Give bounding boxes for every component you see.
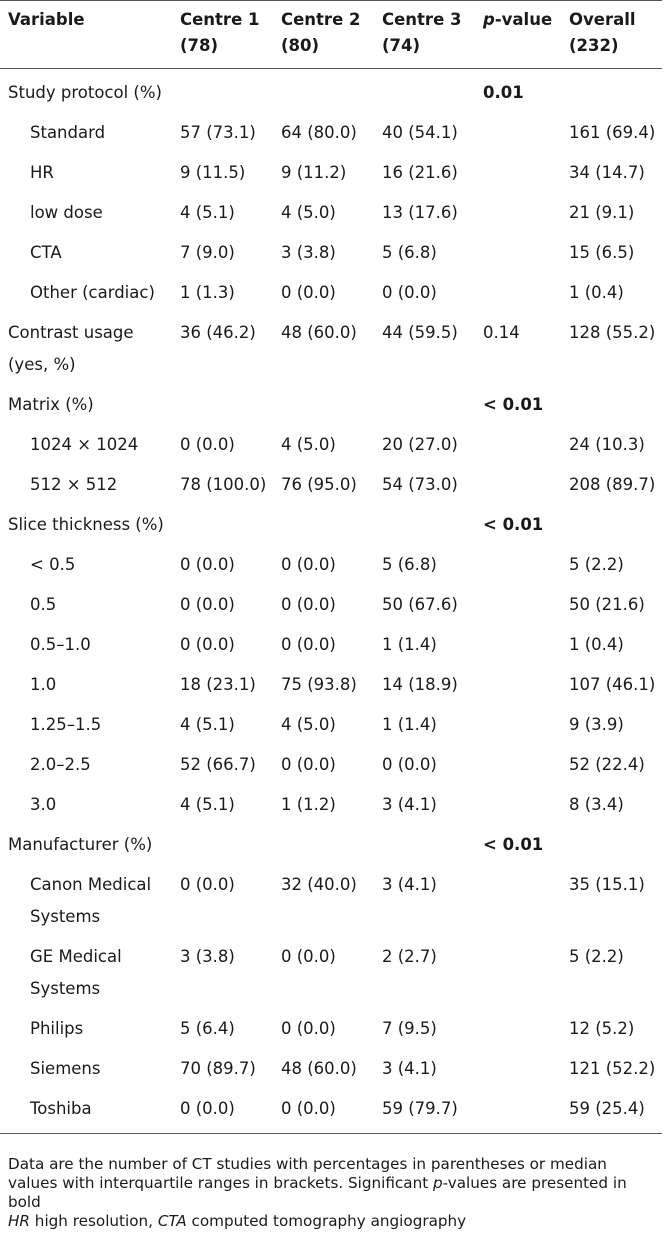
cell-centre3: 1 (1.4) — [382, 635, 437, 654]
cell-centre2: 32 (40.0) — [281, 875, 357, 894]
table-row — [0, 389, 662, 429]
table-row — [0, 629, 662, 669]
cell-pvalue — [475, 1013, 561, 1053]
cell-centre1: 70 (89.7) — [180, 1059, 256, 1078]
cell-pvalue — [475, 669, 561, 709]
header-centre1: Centre 1 (78) — [172, 1, 273, 69]
cell-overall: 107 (46.1) — [569, 675, 656, 694]
table-row — [0, 317, 662, 389]
cell-pvalue — [475, 197, 561, 237]
cell-centre1: 0 (0.0) — [180, 555, 235, 574]
cell-centre1 — [172, 389, 273, 429]
cell-centre2 — [273, 389, 374, 429]
row-label: Canon Medical Systems — [30, 875, 152, 926]
row-label: 3.0 — [30, 795, 57, 814]
cell-centre2 — [273, 829, 374, 869]
row-label: Other (cardiac) — [30, 283, 155, 302]
table-row — [0, 1013, 662, 1053]
header-centre2: Centre 2 (80) — [273, 1, 374, 69]
table-row — [0, 749, 662, 789]
table-row — [0, 549, 662, 589]
footnote-data-description: Data are the number of CT studies with percentages in parentheses or median values with interquartile ranges in brackets. Significant p-values are presented in bold — [8, 1155, 627, 1211]
cell-overall — [561, 69, 662, 118]
row-label: HR — [30, 163, 54, 182]
cell-pvalue — [475, 1093, 561, 1134]
table-row — [0, 941, 662, 1013]
cell-overall: 12 (5.2) — [569, 1019, 635, 1038]
cell-pvalue — [475, 117, 561, 157]
footnote-abbreviations: HR high resolution, CTA computed tomography angiography — [8, 1212, 467, 1230]
cell-centre1: 4 (5.1) — [180, 795, 235, 814]
header-overall: Overall (232) — [561, 1, 662, 69]
row-label: 0.5 — [30, 595, 57, 614]
cell-overall: 21 (9.1) — [569, 203, 635, 222]
cell-pvalue — [475, 429, 561, 469]
cell-pvalue: 0.14 — [483, 323, 520, 342]
cell-overall: 34 (14.7) — [569, 163, 645, 182]
cell-overall: 1 (0.4) — [569, 635, 624, 654]
cell-centre3: 16 (21.6) — [382, 163, 458, 182]
cell-centre1: 0 (0.0) — [180, 875, 235, 894]
cell-centre3: 0 (0.0) — [382, 283, 437, 302]
cell-centre3: 5 (6.8) — [382, 555, 437, 574]
table-row — [0, 589, 662, 629]
cell-centre3: 1 (1.4) — [382, 715, 437, 734]
table-row — [0, 709, 662, 749]
table-row — [0, 1093, 662, 1134]
cell-overall: 50 (21.6) — [569, 595, 645, 614]
row-label: < 0.5 — [30, 555, 76, 574]
cell-overall: 1 (0.4) — [569, 283, 624, 302]
cell-centre3: 20 (27.0) — [382, 435, 458, 454]
cell-overall: 9 (3.9) — [569, 715, 624, 734]
table-row — [0, 829, 662, 869]
row-label: 1024 × 1024 — [30, 435, 139, 454]
cell-pvalue — [475, 157, 561, 197]
table-body — [0, 69, 662, 1134]
table-row — [0, 789, 662, 829]
cell-centre2: 64 (80.0) — [281, 123, 357, 142]
cell-overall — [561, 509, 662, 549]
cell-centre2: 76 (95.0) — [281, 475, 357, 494]
cell-centre1: 1 (1.3) — [180, 283, 235, 302]
cell-overall: 5 (2.2) — [569, 947, 624, 966]
table-row — [0, 197, 662, 237]
table-row — [0, 669, 662, 709]
cell-centre2: 0 (0.0) — [281, 755, 336, 774]
cell-centre3: 59 (79.7) — [374, 1093, 475, 1134]
cell-centre2: 0 (0.0) — [281, 555, 336, 574]
cell-centre1: 7 (9.0) — [180, 243, 235, 262]
cell-overall — [561, 389, 662, 429]
cell-centre2: 0 (0.0) — [273, 1093, 374, 1134]
row-label: Manufacturer (%) — [8, 835, 153, 854]
table-row — [0, 157, 662, 197]
row-label: Siemens — [30, 1059, 101, 1078]
row-label: GE Medical Systems — [30, 947, 122, 998]
cell-centre1: 0 (0.0) — [180, 435, 235, 454]
cell-centre1: 18 (23.1) — [180, 675, 256, 694]
cell-centre2: 0 (0.0) — [281, 595, 336, 614]
cell-overall: 15 (6.5) — [569, 243, 635, 262]
table-footnote — [8, 1155, 658, 1231]
cell-overall: 121 (52.2) — [569, 1059, 656, 1078]
cell-centre1: 0 (0.0) — [180, 635, 235, 654]
row-label: 512 × 512 — [30, 475, 118, 494]
cell-pvalue: 0.01 — [483, 83, 524, 102]
cell-pvalue — [475, 237, 561, 277]
table-row — [0, 277, 662, 317]
row-label: Matrix (%) — [8, 395, 94, 414]
table-row — [0, 237, 662, 277]
cell-centre3 — [374, 829, 475, 869]
cell-centre1: 78 (100.0) — [180, 475, 267, 494]
header-pvalue: p-value — [475, 1, 561, 69]
cell-pvalue — [475, 549, 561, 589]
row-label: Study protocol (%) — [8, 83, 162, 102]
cell-centre3: 2 (2.7) — [382, 947, 437, 966]
cell-centre1: 52 (66.7) — [180, 755, 256, 774]
cell-centre1: 4 (5.1) — [180, 715, 235, 734]
cell-overall: 24 (10.3) — [569, 435, 645, 454]
row-label: Standard — [30, 123, 106, 142]
table-row — [0, 469, 662, 509]
cell-centre3: 44 (59.5) — [382, 323, 458, 342]
cell-centre2: 3 (3.8) — [281, 243, 336, 262]
cell-centre3: 14 (18.9) — [382, 675, 458, 694]
cell-pvalue — [475, 469, 561, 509]
header-centre3: Centre 3 (74) — [374, 1, 475, 69]
cell-centre3: 5 (6.8) — [382, 243, 437, 262]
cell-centre2: 48 (60.0) — [281, 323, 357, 342]
cell-pvalue — [475, 629, 561, 669]
cell-centre3: 3 (4.1) — [382, 795, 437, 814]
row-label: Philips — [30, 1019, 84, 1038]
cell-centre3: 13 (17.6) — [382, 203, 458, 222]
cell-centre2: 0 (0.0) — [281, 635, 336, 654]
cell-pvalue — [475, 941, 561, 1013]
row-label: Contrast usage (yes, %) — [8, 323, 134, 374]
cell-centre1: 0 (0.0) — [180, 595, 235, 614]
cell-pvalue — [475, 749, 561, 789]
cell-centre3: 3 (4.1) — [382, 875, 437, 894]
cell-centre3: 54 (73.0) — [382, 475, 458, 494]
cell-centre1: 4 (5.1) — [180, 203, 235, 222]
table-row — [0, 69, 662, 118]
cell-centre2: 4 (5.0) — [281, 435, 336, 454]
cell-centre2: 1 (1.2) — [281, 795, 336, 814]
cell-centre3: 0 (0.0) — [382, 755, 437, 774]
cell-centre3: 40 (54.1) — [382, 123, 458, 142]
row-label: Toshiba — [0, 1093, 172, 1134]
cell-centre1: 57 (73.1) — [180, 123, 256, 142]
cell-overall: 59 (25.4) — [561, 1093, 662, 1134]
row-label: Slice thickness (%) — [8, 515, 164, 534]
cell-centre3: 50 (67.6) — [382, 595, 458, 614]
cell-centre3: 3 (4.1) — [382, 1059, 437, 1078]
row-label: 1.25–1.5 — [30, 715, 102, 734]
cell-centre2: 0 (0.0) — [281, 1019, 336, 1038]
cell-centre1 — [172, 509, 273, 549]
row-label: low dose — [30, 203, 103, 222]
cell-pvalue — [475, 709, 561, 749]
cell-centre1: 0 (0.0) — [172, 1093, 273, 1134]
cell-pvalue — [475, 589, 561, 629]
cell-centre3: 7 (9.5) — [382, 1019, 437, 1038]
header-variable: Variable — [0, 1, 172, 69]
row-label: 0.5–1.0 — [30, 635, 91, 654]
row-label: 1.0 — [30, 675, 57, 694]
cell-overall: 161 (69.4) — [569, 123, 656, 142]
cell-pvalue: < 0.01 — [483, 515, 544, 534]
cell-overall: 128 (55.2) — [569, 323, 656, 342]
cell-overall — [561, 829, 662, 869]
cell-centre2 — [273, 509, 374, 549]
table-row — [0, 429, 662, 469]
cell-centre2: 0 (0.0) — [281, 283, 336, 302]
cell-overall: 8 (3.4) — [569, 795, 624, 814]
cell-centre3 — [374, 389, 475, 429]
cell-centre1: 3 (3.8) — [180, 947, 235, 966]
cell-pvalue — [475, 1053, 561, 1093]
table-row — [0, 1053, 662, 1093]
cell-centre2: 9 (11.2) — [281, 163, 347, 182]
cell-overall: 52 (22.4) — [569, 755, 645, 774]
cell-pvalue: < 0.01 — [483, 835, 544, 854]
cell-centre3 — [374, 509, 475, 549]
cell-pvalue — [475, 789, 561, 829]
table-row — [0, 117, 662, 157]
cell-pvalue: < 0.01 — [483, 395, 544, 414]
cell-centre2: 4 (5.0) — [281, 203, 336, 222]
cell-centre2: 75 (93.8) — [281, 675, 357, 694]
cell-centre2: 0 (0.0) — [281, 947, 336, 966]
table-row — [0, 869, 662, 941]
cell-centre1: 36 (46.2) — [180, 323, 256, 342]
cell-centre2: 48 (60.0) — [281, 1059, 357, 1078]
cell-centre1 — [172, 829, 273, 869]
cell-centre1: 5 (6.4) — [180, 1019, 235, 1038]
cell-centre1: 9 (11.5) — [180, 163, 246, 182]
cell-pvalue — [475, 277, 561, 317]
row-label: 2.0–2.5 — [30, 755, 91, 774]
row-label: CTA — [30, 243, 62, 262]
cell-centre1 — [172, 69, 273, 118]
cell-overall: 208 (89.7) — [569, 475, 656, 494]
cell-pvalue — [475, 869, 561, 941]
cell-overall: 35 (15.1) — [569, 875, 645, 894]
table-header-row — [0, 1, 662, 69]
cell-overall: 5 (2.2) — [569, 555, 624, 574]
cell-centre2: 4 (5.0) — [281, 715, 336, 734]
cell-centre2 — [273, 69, 374, 118]
table-row — [0, 509, 662, 549]
cell-centre3 — [374, 69, 475, 118]
